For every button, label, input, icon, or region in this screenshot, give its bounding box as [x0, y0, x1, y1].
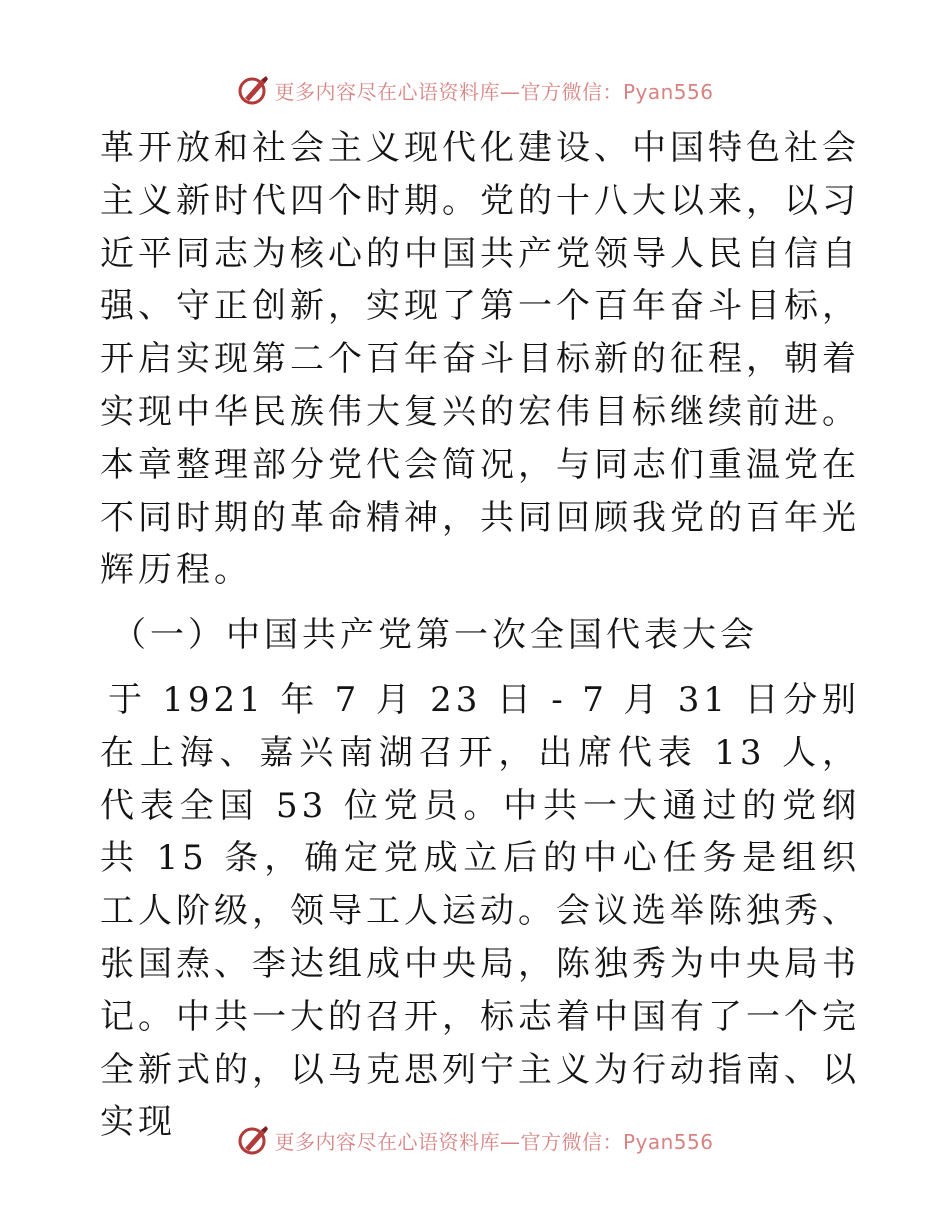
- header-watermark: [0, 70, 950, 110]
- footer-watermark: [0, 1120, 950, 1160]
- pen-circle-logo-icon: [236, 1123, 270, 1157]
- watermark-text: 更多内容尽在心语资料库—官方微信：Pyan556: [274, 1129, 714, 1154]
- pen-circle-logo-icon: [236, 73, 270, 107]
- document-body: [100, 122, 860, 1149]
- paragraph-first-congress: 于 1921 年 7 月 23 日 - 7 月 31 日分别在上海、嘉兴南湖召开，出席代表 13 人，代表全国 53 位党员。中共一大通过的党纲共 15 条，确定党成立后的中心任务是组织工人阶级，领导工人运动。会议选举陈独秀、张国焘、李达组成中央局，陈独秀为中央局书记。中共一大的召开，标志着中国有了一个完全新式的，以马克思列宁主义为行动指南、以实现: [100, 679, 860, 1143]
- section-heading: （一）中国共产党第一次全国代表大会: [112, 615, 758, 656]
- paragraph-intro: 革开放和社会主义现代化建设、中国特色社会主义新时代四个时期。党的十八大以来，以习近平同志为核心的中国共产党领导人民自信自强、守正创新，实现了第一个百年奋斗目标，开启实现第二个百年奋斗目标新的征程，朝着实现中华民族伟大复兴的宏伟目标继续前进。本章整理部分党代会简况，与同志们重温党在不同时期的革命精神，共同回顾我党的百年光辉历程。: [100, 128, 860, 591]
- watermark-text: 更多内容尽在心语资料库—官方微信：Pyan556: [274, 79, 714, 104]
